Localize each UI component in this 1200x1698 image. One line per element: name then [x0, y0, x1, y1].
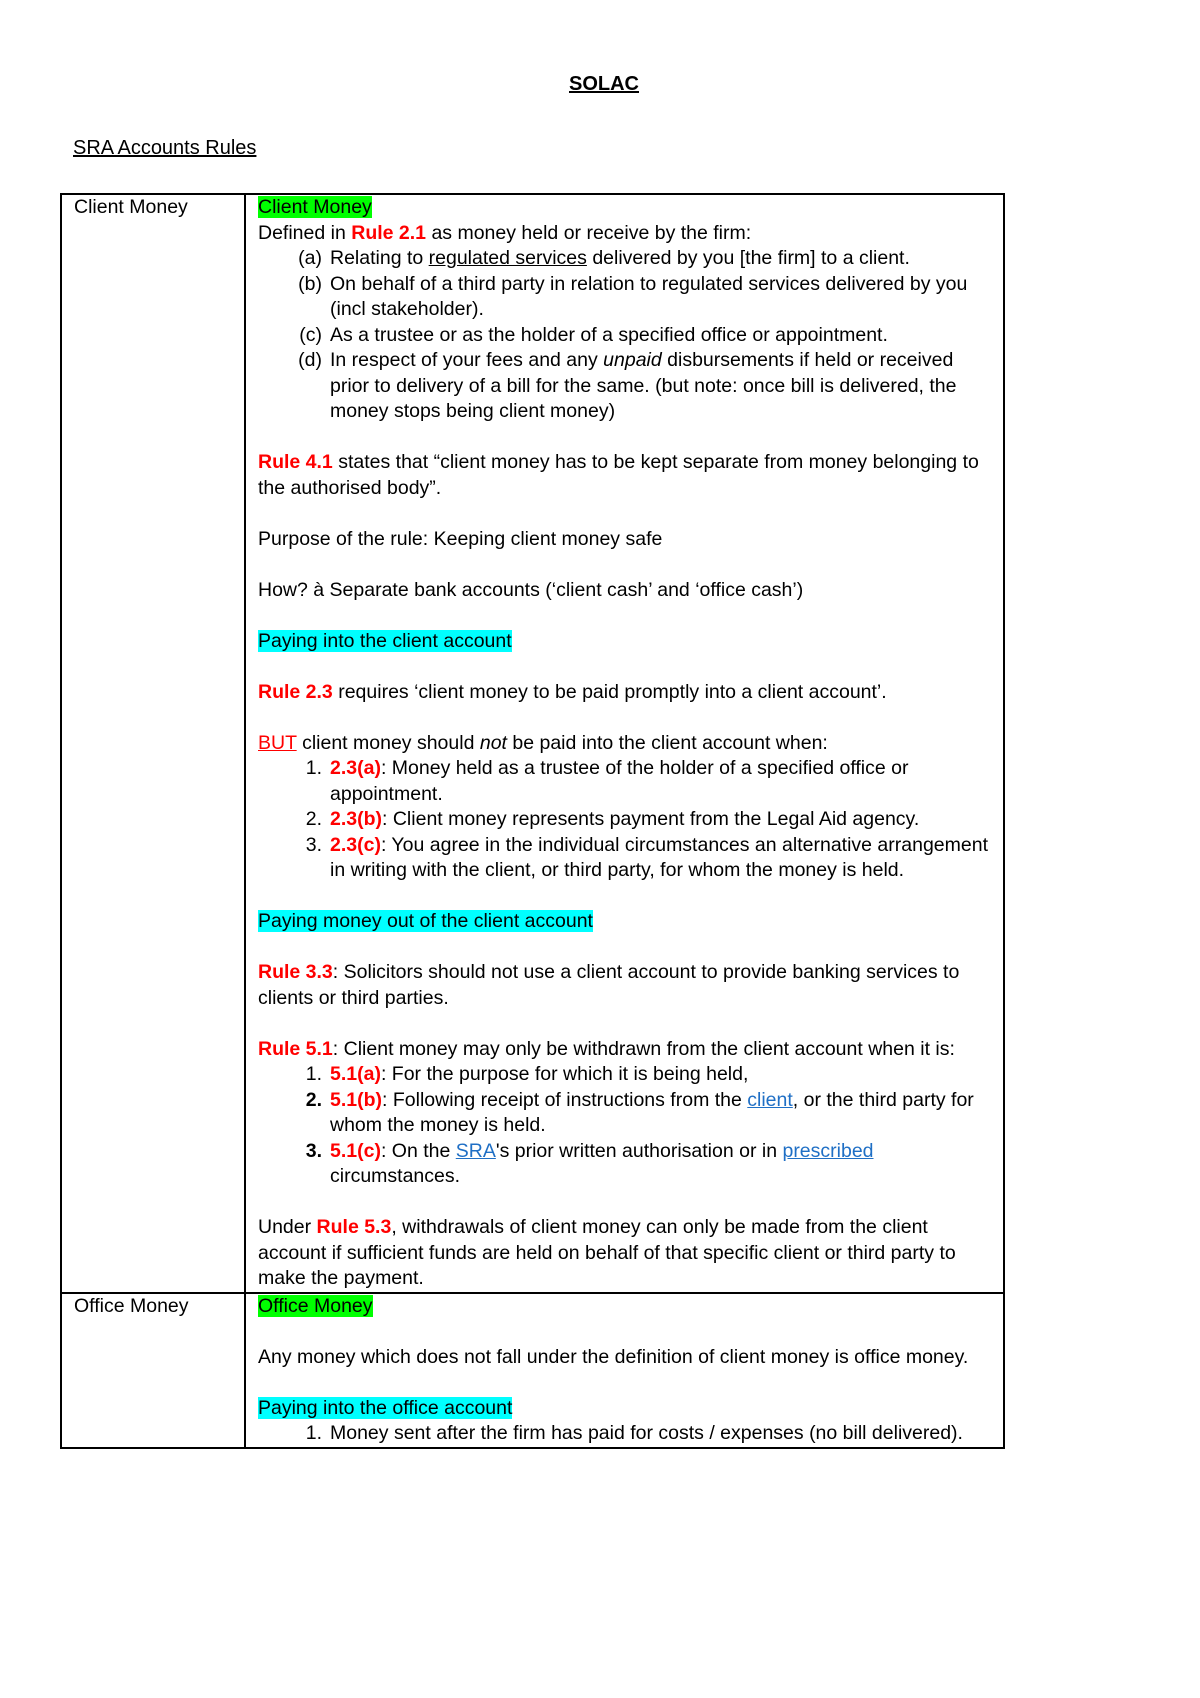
list-item: 3. 2.3(c): You agree in the individual circumstances an alternative arrangement in writing with the client, or third party, for whom the money is held. [305, 833, 988, 881]
document-title: SOLAC [569, 73, 639, 95]
list-item: (d) In respect of your fees and any unpaid disbursements if held or received prior to delivery of a bill for the same. (but note: once bill is delivered, the money stops being client money) [298, 349, 957, 422]
prescribed-link[interactable]: prescribed [782, 1139, 874, 1162]
sra-link[interactable]: SRA [455, 1139, 496, 1162]
rule-5-3-paragraph: Under Rule 5.3, withdrawals of client money can only be made from the client account if sufficient funds are held on behalf of that specific client or third party to make the payment. [258, 1216, 956, 1289]
list-item: 3. 5.1(c): On the SRA's prior written authorisation or in prescribed circumstances. [305, 1139, 874, 1187]
section-heading: Paying into the office account [258, 1396, 513, 1419]
rules-table [60, 193, 1005, 1449]
row-label-text: Client Money [74, 196, 188, 218]
list-item: 2. 5.1(b): Following receipt of instructions from the client, or the third party for whom the money is held. [305, 1088, 974, 1136]
list-item: (b) On behalf of a third party in relation to regulated services delivered by you (incl stakeholder). [298, 272, 968, 320]
rule-2-3-paragraph: Rule 2.3 requires ‘client money to be paid promptly into a client account’. [258, 680, 887, 703]
table-row [61, 194, 1004, 1293]
section-heading: Paying into the client account [258, 629, 512, 652]
client-link[interactable]: client [747, 1088, 793, 1111]
document-subtitle: SRA Accounts Rules [73, 137, 257, 159]
section-heading: Paying money out of the client account [258, 910, 593, 932]
office-definition: Any money which does not fall under the definition of client money is office money. [258, 1345, 969, 1368]
client-money-content [245, 194, 1004, 1293]
list-item: 1. 5.1(a): For the purpose for which it is being held, [305, 1063, 749, 1085]
office-money-content [245, 1293, 1004, 1448]
but-paragraph: BUT client money should not be paid into the client account when: [258, 731, 828, 754]
rule-3-3-paragraph: Rule 3.3: Solicitors should not use a client account to provide banking services to clients or third parties. [258, 961, 960, 1009]
row-label-text: Office Money [74, 1294, 189, 1317]
purpose-paragraph: Purpose of the rule: Keeping client money safe [258, 527, 663, 550]
list-item: 1. Money sent after the firm has paid for costs / expenses (no bill delivered). [305, 1422, 963, 1444]
rule-5-1-paragraph: Rule 5.1: Client money may only be withdrawn from the client account when it is: [258, 1037, 955, 1060]
table-row [61, 1293, 1004, 1448]
list-item: (c) As a trustee or as the holder of a specified office or appointment. [299, 323, 888, 346]
section-heading: Office Money [258, 1294, 373, 1317]
section-heading: Client Money [258, 196, 372, 218]
how-paragraph: How? à Separate bank accounts (‘client cash’ and ‘office cash’) [258, 578, 804, 601]
list-item: 1. 2.3(a): Money held as a trustee of the holder of a specified office or appointment. [305, 757, 909, 805]
list-item: (a) Relating to regulated services delivered by you [the firm] to a client. [298, 247, 910, 269]
row-label-office-money [61, 1293, 245, 1448]
definition-line: Defined in Rule 2.1 as money held or receive by the firm: [258, 221, 752, 244]
row-label-client-money [61, 194, 245, 1293]
rule-4-1-paragraph: Rule 4.1 states that “client money has to be kept separate from money belonging to the authorised body”. [258, 451, 979, 499]
list-item: 2. 2.3(b): Client money represents payment from the Legal Aid agency. [305, 808, 920, 830]
